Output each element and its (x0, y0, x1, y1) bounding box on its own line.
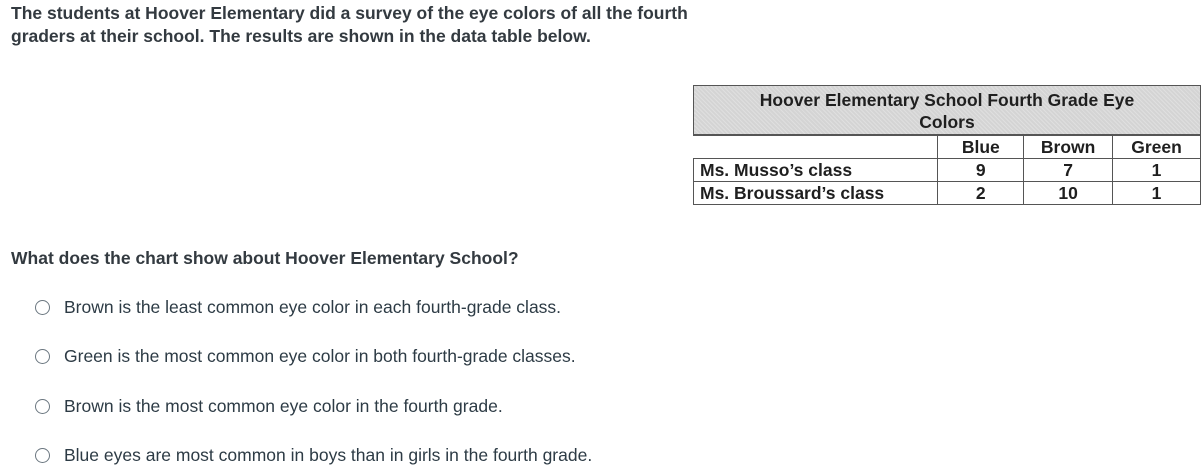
answer-option-1[interactable] (35, 294, 592, 320)
answer-option-4[interactable] (35, 443, 592, 469)
column-header-blue: Blue (938, 135, 1024, 159)
table-row (694, 182, 1201, 205)
cell-musso-blue: 9 (938, 159, 1024, 182)
answer-option-label: Brown is the least common eye color in each fourth-grade class. (64, 296, 562, 317)
radio-button-icon[interactable] (35, 300, 50, 315)
answer-option-label: Blue eyes are most common in boys than in girls in the fourth grade. (64, 445, 593, 465)
answer-option-3[interactable] (35, 393, 592, 419)
answer-option-2[interactable] (35, 344, 592, 370)
table-title-line-2: Colors (919, 112, 975, 132)
question-text: What does the chart show about Hoover Elementary School? (11, 248, 519, 268)
answer-options (35, 294, 592, 476)
data-table (693, 85, 1201, 205)
table-title-line-1: Hoover Elementary School Fourth Grade Eye (759, 90, 1135, 110)
cell-broussard-brown: 10 (1024, 182, 1113, 205)
cell-broussard-blue: 2 (938, 182, 1024, 205)
intro-line-1: The students at Hoover Elementary did a survey of the eye colors of all the fourth (11, 3, 688, 23)
radio-button-icon[interactable] (35, 349, 50, 364)
column-header-green: Green (1113, 135, 1201, 159)
table-row (694, 159, 1201, 182)
row-label-musso: Ms. Musso’s class (694, 159, 938, 182)
cell-musso-green: 1 (1113, 159, 1201, 182)
answer-option-label: Brown is the most common eye color in the fourth grade. (64, 395, 503, 416)
radio-button-icon[interactable] (35, 448, 50, 463)
row-label-broussard: Ms. Broussard’s class (694, 182, 938, 205)
radio-button-icon[interactable] (35, 399, 50, 414)
answer-option-label: Green is the most common eye color in both fourth-grade classes. (64, 346, 576, 366)
table-corner-cell (694, 135, 938, 159)
table-header-row (694, 135, 1201, 159)
eye-color-table (693, 85, 1201, 205)
table-title (694, 86, 1201, 136)
intro-text (11, 2, 711, 48)
column-header-brown: Brown (1024, 135, 1113, 159)
intro-line-2: graders at their school. The results are shown in the data table below. (11, 26, 591, 46)
cell-musso-brown: 7 (1024, 159, 1113, 182)
table-title-row (694, 86, 1201, 136)
cell-broussard-green: 1 (1113, 182, 1201, 205)
